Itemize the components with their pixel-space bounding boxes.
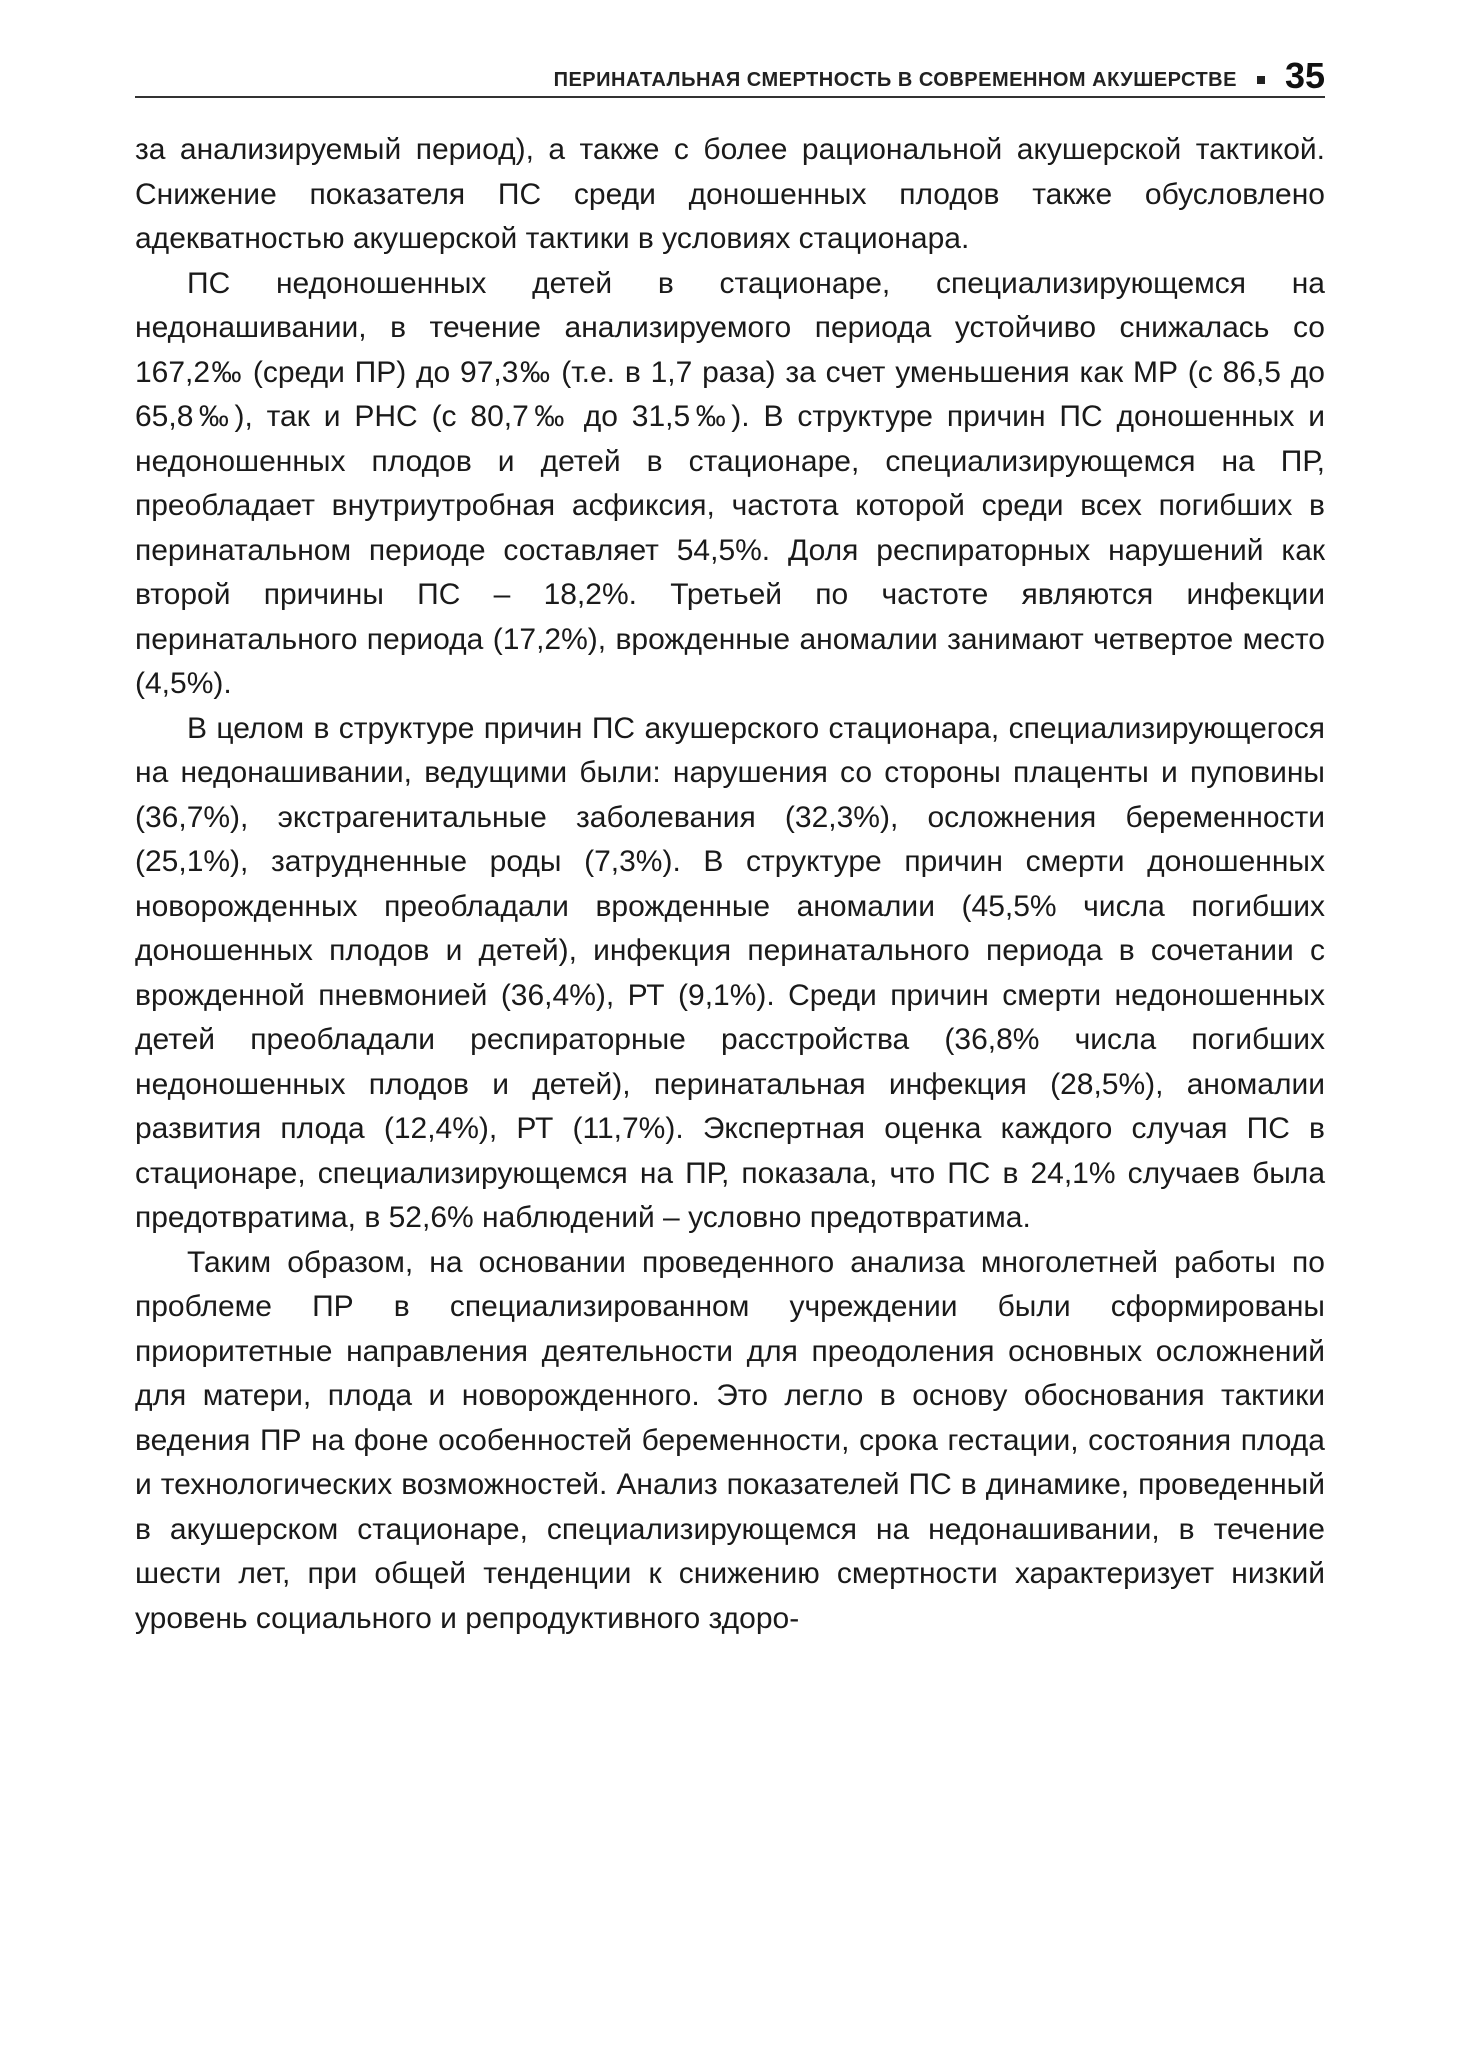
running-header xyxy=(135,46,1325,98)
paragraph: ПС недоношенных детей в стационаре, специализирующемся на недонашивании, в течение анализируемого периода устойчиво снижалась со 167,2‰ (среди ПР) до 97,3‰ (т.е. в 1,7 раза) за счет уменьшения как МР (с 86,5 до 65,8‰), так и РНС (с 80,7‰ до 31,5‰). В структуре причин ПС доношенных и недоношенных плодов и детей в стационаре, специализирующемся на ПР, преобладает внутриутробная асфиксия, частота которой среди всех погибших в перинатальном периоде составляет 54,5%. Доля респираторных нарушений как второй причины ПС – 18,2%. Третьей по частоте являются инфекции перинатального периода (17,2%), врожденные аномалии занимают четвертое место (4,5%). xyxy=(135,266,1325,700)
body-text xyxy=(135,128,1325,1641)
paragraph: Таким образом, на основании проведенного анализа многолетней работы по проблеме ПР в специализированном учреждении были сформированы приоритетные направления деятельности для преодоления основных осложнений для матери, плода и новорожденного. Это легло в основу обоснования тактики ведения ПР на фоне особенностей беременности, срока гестации, состояния плода и технологических возможностей. Анализ показателей ПС в динамике, проведенный в акушерском стационаре, специализирующемся на недонашивании, в течение шести лет, при общей тенденции к снижению смертности характеризует низкий уровень социального и репродуктивного здоро- xyxy=(135,1245,1325,1635)
book-page xyxy=(135,0,1325,2050)
paragraph: В целом в структуре причин ПС акушерского стационара, специализирующегося на недонашивании, ведущими были: нарушения со стороны плаценты и пуповины (36,7%), экстрагенитальные заболевания (32,3%), осложнения беременности (25,1%), затрудненные роды (7,3%). В структуре причин смерти доношенных новорожденных преобладали врожденные аномалии (45,5% числа погибших доношенных плодов и детей), инфекция перинатального периода в сочетании с врожденной пневмонией (36,4%), РТ (9,1%). Среди причин смерти недоношенных детей преобладали респираторные расстройства (36,8% числа погибших недоношенных плодов и детей), перинатальная инфекция (28,5%), аномалии развития плода (12,4%), РТ (11,7%). Экспертная оценка каждого случая ПС в стационаре, специализирующемся на ПР, показала, что ПС в 24,1% случаев была предотвратима, в 52,6% наблюдений – условно предотвратима. xyxy=(135,711,1325,1234)
running-header-title: ПЕРИНАТАЛЬНАЯ СМЕРТНОСТЬ В СОВРЕМЕННОМ АКУШЕРСТВЕ xyxy=(553,69,1237,91)
header-rule xyxy=(135,96,1325,98)
page-number: 35 xyxy=(1284,55,1325,96)
paragraph-continuation: за анализируемый период), а также с более рациональной акушерской тактикой. Снижение показателя ПС среди доношенных плодов также обусловлено адекватностью акушерской тактики в условиях стационара. xyxy=(135,133,1325,255)
square-bullet-icon xyxy=(1257,76,1265,84)
